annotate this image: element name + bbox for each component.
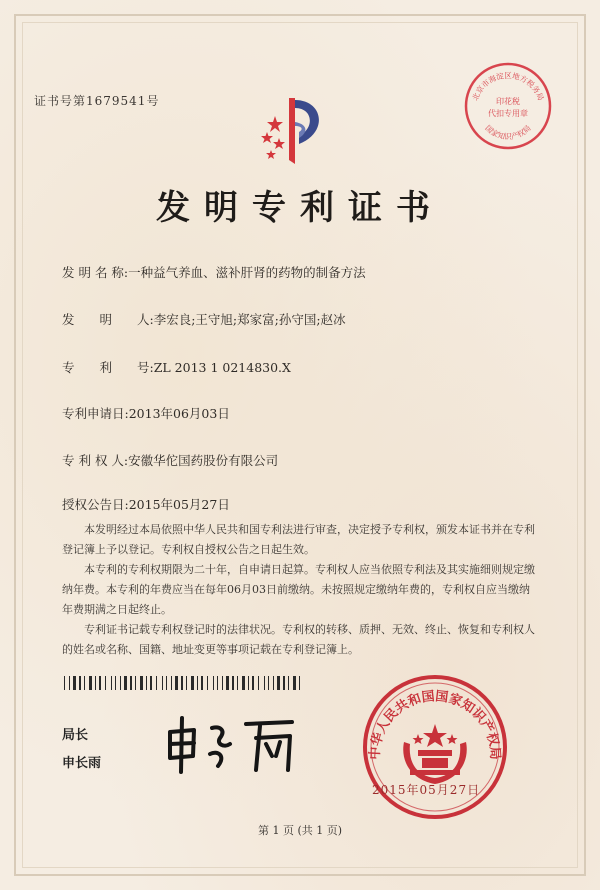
paragraph-term: 本专利的专利权期限为二十年，自申请日起算。专利权人应当依照专利法及其实施细则规定缴纳年费。本专利的年费应当在每年06月03日前缴纳。未按照规定缴纳年费的，专利权自应当缴纳年费期满之日起终止。: [62, 563, 535, 616]
paragraph-status: 专利证书记载专利权登记时的法律状况。专利权的转移、质押、无效、终止、恢复和专利权人的姓名或名称、国籍、地址变更等事项记载在专利登记簿上。: [62, 623, 535, 656]
signatory-name: 申长雨: [62, 756, 102, 771]
tax-stamp-line2: 代扣专用章: [488, 109, 528, 118]
filing-date-label: 专利申请日:: [62, 406, 129, 421]
patentee-row: [62, 451, 278, 469]
tax-stamp-bottom-text: 国家知识产权局: [483, 123, 533, 142]
tax-stamp-line1: 印花税: [496, 97, 520, 106]
official-seal-icon: [360, 672, 510, 822]
paragraph-grant: 本发明经过本局依照中华人民共和国专利法进行审查，决定授予专利权，颁发本证书并在专利登记簿上予以登记。专利权自授权公告之日起生效。: [62, 523, 535, 556]
patent-number-label: 专 利 号:: [62, 360, 154, 375]
sipo-logo-icon: [255, 92, 335, 170]
patentee-value: 安徽华佗国药股份有限公司: [128, 453, 279, 468]
grant-date-label: 授权公告日:: [62, 497, 129, 512]
patent-number-row: [62, 358, 291, 376]
seal-date: 2015年05月27日: [372, 783, 481, 797]
patentee-label: 专 利 权 人:: [62, 453, 129, 468]
inventor-value: 李宏良;王守旭;郑家富;孙守国;赵冰: [153, 312, 346, 327]
barcode-icon: [64, 676, 300, 690]
inventor-label: 发 明 人:: [62, 312, 154, 327]
handwritten-signature-icon: [160, 710, 310, 780]
invention-name-label: 发 明 名 称:: [62, 265, 129, 280]
invention-name-row: [62, 263, 366, 281]
grant-date-row: [62, 495, 230, 513]
legal-text: [62, 520, 540, 660]
svg-text:国家知识产权局: [483, 123, 532, 141]
patent-number-value: ZL 2013 1 0214830.X: [153, 360, 291, 375]
filing-date-value: 2013年06月03日: [128, 406, 230, 421]
page-title: 发明专利证书: [156, 188, 444, 228]
svg-text:中华人民共和国国家知识产权局: [367, 688, 503, 760]
filing-date-row: [62, 404, 230, 422]
tax-stamp-top-text: 北京市海淀区地方税务局: [470, 71, 546, 102]
page-footer: 第 1 页 (共 1 页): [257, 824, 343, 837]
grant-date-value: 2015年05月27日: [128, 497, 230, 512]
inventor-row: [62, 310, 346, 328]
tax-stamp-icon: [462, 60, 554, 152]
signatory-role: 局长: [62, 728, 89, 743]
certificate-number: 证书号第1679541号: [34, 94, 160, 108]
invention-name-value: 一种益气养血、滋补肝肾的药物的制备方法: [128, 265, 366, 280]
seal-text: 中华人民共和国国家知识产权局: [367, 689, 503, 761]
